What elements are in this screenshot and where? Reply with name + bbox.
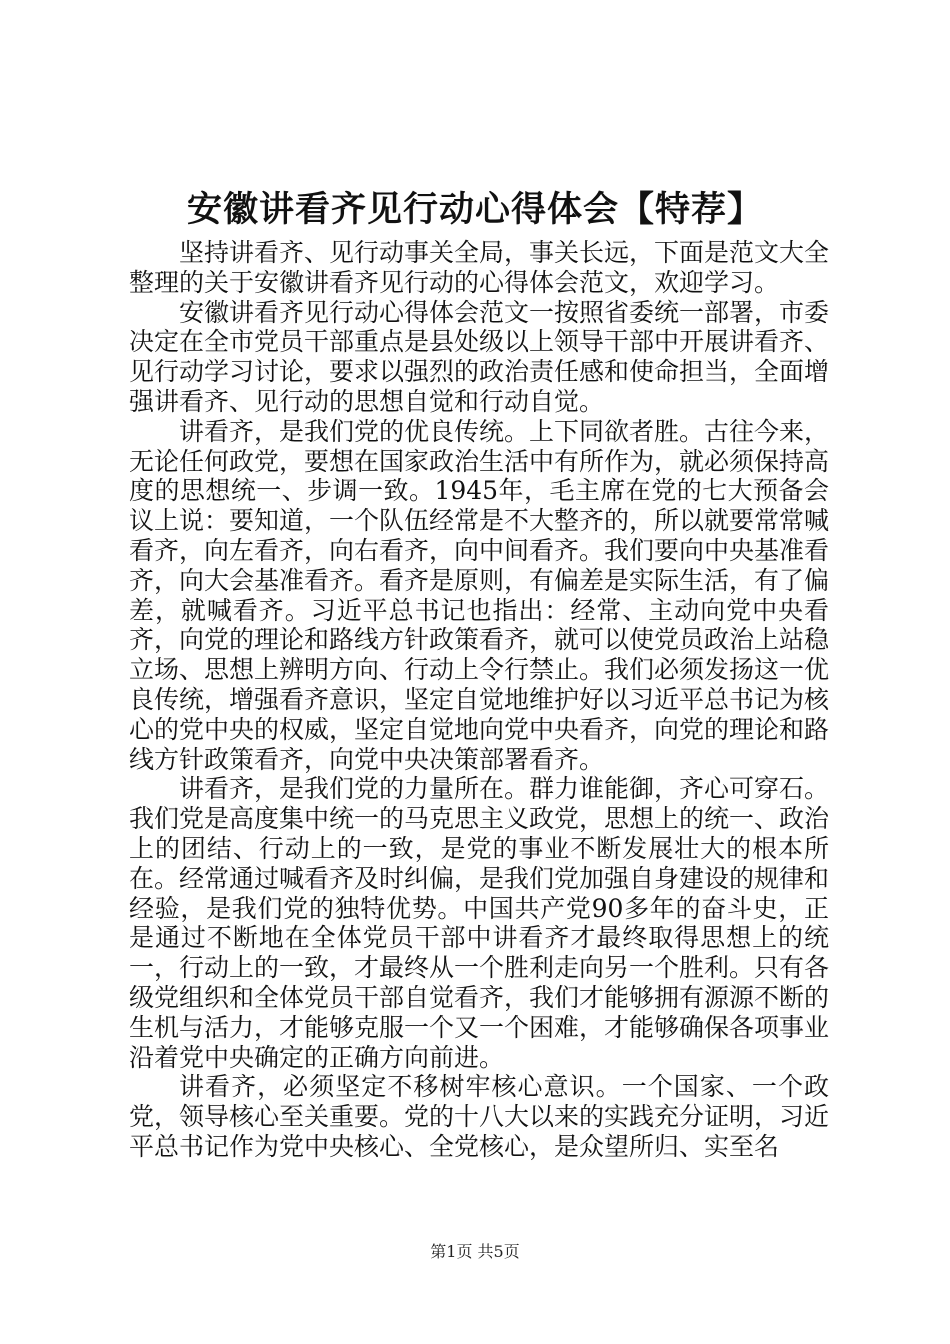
document-body	[129, 238, 829, 1162]
paragraph: 安徽讲看齐见行动心得体会范文一按照省委统一部署，市委决定在全市党员干部重点是县处级以上领导干部中开展讲看齐、见行动学习讨论，要求以强烈的政治责任感和使命担当，全面增强讲看齐、见行动的思想自觉和行动自觉。	[129, 297, 830, 416]
paragraph: 讲看齐，是我们党的力量所在。群力谁能御，齐心可穿石。我们党是高度集中统一的马克思主义政党，思想上的统一、政治上的团结、行动上的一致，是党的事业不断发展壮大的根本所在。经常通过喊看齐及时纠偏，是我们党加强自身建设的规律和经验，是我们党的独特优势。中国共产党90多年的奋斗史，正是通过不断地在全体党员干部中讲看齐才最终取得思想上的统一，行动上的一致，才最终从一个胜利走向另一个胜利。只有各级党组织和全体党员干部自觉看齐，我们才能够拥有源源不断的生机与活力，才能够克服一个又一个困难，才能够确保各项事业沿着党中央确定的正确方向前进。	[129, 774, 830, 1072]
paragraph: 讲看齐，是我们党的优良传统。上下同欲者胜。古往今来，无论任何政党，要想在国家政治生活中有所作为，就必须保持高度的思想统一、步调一致。1945年，毛主席在党的七大预备会议上说：要知道，一个队伍经常是不大整齐的，所以就要常常喊看齐，向左看齐，向右看齐，向中间看齐。我们要向中央基准看齐，向大会基准看齐。看齐是原则，有偏差是实际生活，有了偏差，就喊看齐。习近平总书记也指出：经常、主动向党中央看齐，向党的理论和路线方针政策看齐，就可以使党员政治上站稳立场、思想上辨明方向、行动上令行禁止。我们必须发扬这一优良传统，增强看齐意识，坚定自觉地维护好以习近平总书记为核心的党中央的权威，坚定自觉地向党中央看齐，向党的理论和路线方针政策看齐，向党中央决策部署看齐。	[129, 416, 830, 774]
page-number-footer: 第1页 共5页	[430, 1242, 520, 1261]
paragraph: 坚持讲看齐、见行动事关全局，事关长远，下面是范文大全整理的关于安徽讲看齐见行动的心得体会范文，欢迎学习。	[129, 238, 830, 297]
paragraph: 讲看齐，必须坚定不移树牢核心意识。一个国家、一个政党，领导核心至关重要。党的十八大以来的实践充分证明，习近平总书记作为党中央核心、全党核心，是众望所归、实至名	[129, 1072, 830, 1161]
document-title: 安徽讲看齐见行动心得体会【特荐】	[186, 189, 763, 230]
